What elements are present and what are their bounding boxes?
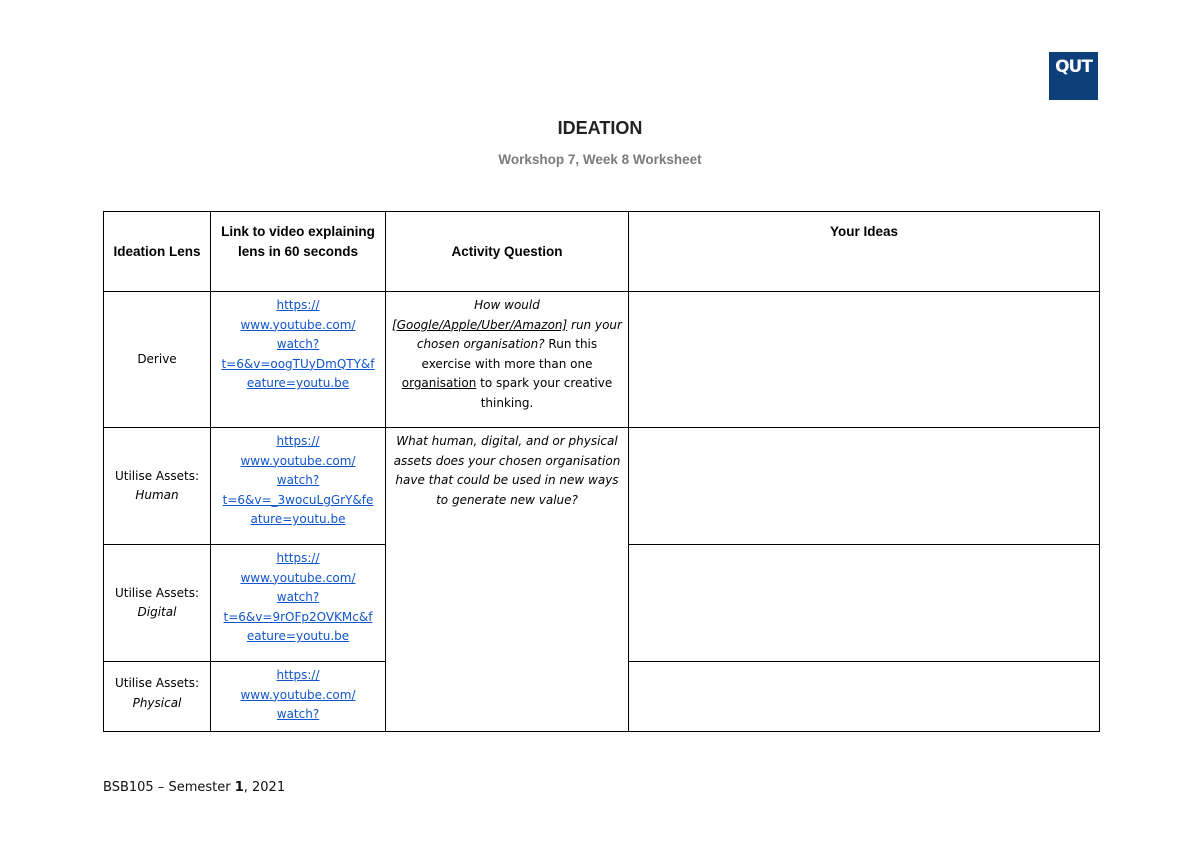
video-link-cell bbox=[211, 662, 386, 732]
lens-cell bbox=[104, 662, 211, 732]
lens-label: Utilise Assets: bbox=[114, 585, 200, 600]
activity-question-derive: How would [Google/Apple/Uber/Amazon] run your chosen organisation? Run this exercise with more than one organisation to spark your creative thinking. bbox=[392, 298, 622, 410]
ideation-table bbox=[103, 211, 1100, 732]
page-title: IDEATION bbox=[557, 118, 643, 138]
page-subtitle: Workshop 7, Week 8 Worksheet bbox=[498, 152, 702, 167]
lens-label: Utilise Assets: bbox=[114, 676, 200, 690]
video-link-cell bbox=[211, 292, 386, 428]
ideas-input-cell[interactable] bbox=[629, 545, 1100, 662]
activity-question-cell bbox=[386, 292, 629, 428]
page-footer: BSB105 – Semester 1, 2021 bbox=[103, 780, 286, 795]
qut-logo: QUT bbox=[1049, 52, 1098, 100]
table-row bbox=[104, 292, 1100, 428]
header-ideation-lens: Ideation Lens bbox=[104, 212, 211, 292]
activity-question-assets: What human, digital, and or physical assets does your chosen organisation have that could be used in new ways to generate new value? bbox=[393, 434, 621, 507]
lens-sublabel: Digital bbox=[137, 605, 177, 619]
lens-cell bbox=[104, 428, 211, 545]
video-link[interactable]: https:// www.youtube.com/ watch? bbox=[240, 668, 356, 721]
header-video-link: Link to video explaining lens in 60 seconds bbox=[211, 212, 386, 292]
table-row bbox=[104, 428, 1100, 545]
activity-question-cell bbox=[386, 428, 629, 732]
header-activity-question: Activity Question bbox=[386, 212, 629, 292]
ideas-input-cell[interactable] bbox=[629, 428, 1100, 545]
lens-sublabel: Physical bbox=[132, 695, 182, 710]
lens-cell bbox=[104, 545, 211, 662]
video-link[interactable]: https:// www.youtube.com/ watch? t=6&v=_3wocuLgGrY&fe ature=youtu.be bbox=[222, 434, 374, 526]
video-link[interactable]: https:// www.youtube.com/ watch? t=6&v=9rOFp2OVKMc&f eature=youtu.be bbox=[223, 551, 373, 643]
header-your-ideas: Your Ideas bbox=[629, 212, 1100, 292]
lens-cell bbox=[104, 292, 211, 428]
video-link-cell bbox=[211, 428, 386, 545]
table-header-row bbox=[104, 212, 1100, 292]
video-link[interactable]: https:// www.youtube.com/ watch? t=6&v=oogTUyDmQTY&f eature=youtu.be bbox=[221, 298, 375, 390]
lens-sublabel: Human bbox=[135, 488, 179, 502]
ideas-input-cell[interactable] bbox=[629, 292, 1100, 428]
ideas-input-cell[interactable] bbox=[629, 662, 1100, 732]
lens-label: Utilise Assets: bbox=[114, 468, 200, 483]
video-link-cell bbox=[211, 545, 386, 662]
lens-label: Derive bbox=[137, 351, 177, 366]
